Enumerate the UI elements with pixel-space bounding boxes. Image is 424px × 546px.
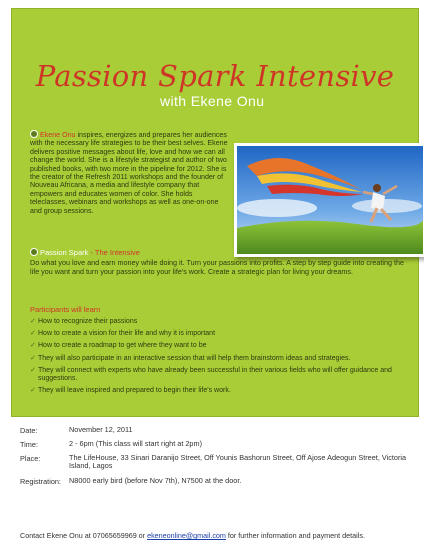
date-value: November 12, 2011	[69, 425, 133, 434]
check-icon: ✓	[30, 318, 36, 325]
intensive-heading-prefix: Passion Spark	[40, 248, 89, 257]
check-icon: ✓	[30, 366, 36, 374]
speaker-name: Ekene Onu	[40, 131, 76, 139]
flyer-panel	[11, 8, 419, 417]
contact-suffix: for further information and payment details.	[225, 531, 365, 540]
page-title: Passion Spark Intensive	[35, 59, 395, 93]
circle-bullet-icon	[30, 248, 38, 256]
intensive-heading	[30, 248, 140, 257]
page-subtitle: with Ekene Onu	[160, 93, 265, 109]
check-icon: ✓	[30, 354, 36, 362]
hero-photo	[234, 143, 424, 257]
check-icon: ✓	[30, 342, 36, 350]
check-icon: ✓	[30, 387, 36, 395]
circle-bullet-icon	[30, 130, 38, 138]
bio-paragraph	[30, 130, 230, 215]
list-item: ✓ They will also participate in an interactive session that will help them brainstorm ideas and strategies.	[30, 354, 351, 362]
list-item: ✓ They will connect with experts who have already been successful in their various fields who will offer guidance and suggestions.	[30, 366, 392, 383]
contact-prefix: Contact Ekene Onu at 07065659969 or	[20, 531, 148, 540]
place-label: Place:	[20, 454, 41, 463]
contact-line	[20, 531, 365, 540]
registration-value: N8000 early bird (before Nov 7th), N7500 at the door.	[69, 476, 242, 485]
check-icon: ✓	[30, 330, 36, 338]
learn-list	[30, 318, 412, 395]
list-item: ✓ How to create a vision for their life and why it is important	[30, 330, 216, 338]
intensive-heading-suffix: - The Intensive	[88, 248, 140, 257]
intensive-description: Do what you love and earn money while doing it. Turn your passions into profits. A step by step guide into creating the life you want and turn your passion into your life's work. Create a strategic plan for living your dreams.	[30, 258, 404, 276]
list-item: ✓ They will leave inspired and prepared to begin their life's work.	[30, 387, 231, 395]
list-item: ✓ How to create a roadmap to get where they want to be	[30, 342, 207, 350]
place-value: The LifeHouse, 33 Sinari Daranijo Street, Off Younis Bashorun Street, Off Ajose Adeogun Street, Victoria Island, Lagos	[69, 453, 407, 471]
woman-with-scarf-illustration	[237, 146, 423, 254]
time-value: 2 - 6pm (This class will start right at 2pm)	[69, 439, 202, 448]
bio-text: inspires, energizes and prepares her audiences with the necessary life strategies to be their best selves. Ekene delivers positive messages about life, love and how we can all change the world. She is a lifestyle strategist and author of two published books, with two more in the pipeline for 2012. She is the creator of the Refresh 2011 workshops and the founder of Nouveau Africana, a media and lifestyle company that empowers and educates women of color. She holds teleclasses, webinars and workshops as well as one-on-one and group sessions.	[30, 131, 228, 215]
date-label: Date:	[20, 426, 38, 435]
learn-heading: Participants will learn	[30, 305, 101, 314]
list-item: ✓ How to recognize their passions	[30, 318, 138, 325]
email-link[interactable]: ekeneonline@gmail.com	[147, 531, 226, 540]
time-label: Time:	[20, 440, 38, 449]
registration-label: Registration:	[20, 477, 61, 486]
